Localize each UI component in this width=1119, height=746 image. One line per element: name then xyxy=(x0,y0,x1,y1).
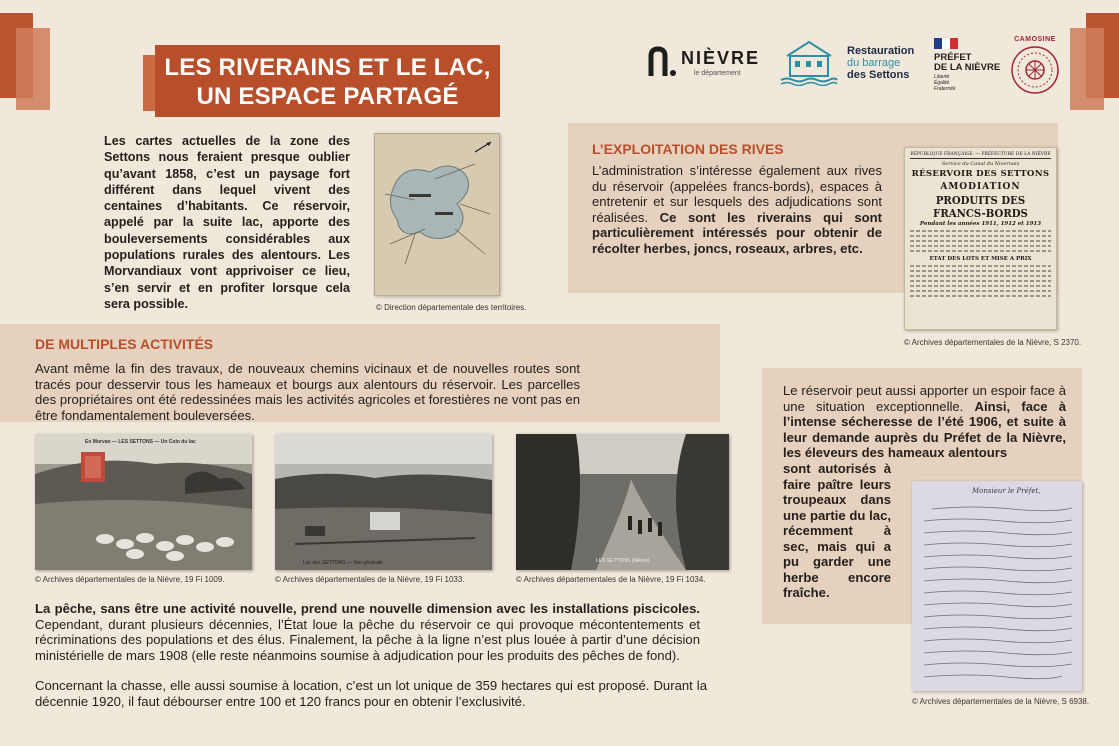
photo3-caption: LES SETTONS (Nièvre) xyxy=(596,558,650,564)
activites-paragraph: Avant même la fin des travaux, de nouveaux chemins vicinaux et de nouvelles routes sont tracés pour desservir tous les hameaux et bourgs aux alentours du réservoir. Les parcelles des propriétaires ont été redessinées mais les activités agricoles et forestières ne vont pas en être fondamentalement bouleversées. xyxy=(35,361,580,423)
peche-text-regular: Cependant, durant plusieurs décennies, l’État loue la pêche du réservoir ce qui provoque mécontentements et récriminations des populations et des élus. Finalement, la pêche à la ligne n’est plus louée à partir d’une décision ministérielle de mars 1908 (elle reste néanmoins soumise à adjudication pour les produits des pêches de fond). xyxy=(35,616,700,663)
exploitation-text-regular: L’administration s’intéresse également aux rives du réservoir (appelées francs-bords), espaces à entretenir et sur lesquels des adjudications sont réalisées. xyxy=(592,163,882,225)
page-title-line2: UN ESPACE PARTAGÉ xyxy=(196,83,459,110)
restauration-line1: Restauration xyxy=(847,45,915,57)
barrage-house-icon xyxy=(779,38,839,86)
restauration-logo xyxy=(779,38,921,88)
prefet-motto1: Liberté xyxy=(934,74,950,80)
intro-paragraph: Les cartes actuelles de la zone des Settons nous feraient presque oublier qu’avant 1858, c’est un paysage fort différent dans lequel vivent des centaines d’habitants. Ce réservoir, appelé par la suite lac, apporte des bouleversements considérables aux populations rurales des alentours. Les Morvandiaux vont apprivoiser ce lieu, s’en servir et en profiter lorsque cela sera possible. xyxy=(104,134,350,311)
camosine-name: CAMOSINE xyxy=(1014,36,1056,43)
nievre-logo-sub: le département xyxy=(694,70,741,77)
prefet-line2: DE LA NIÈVRE xyxy=(934,62,1001,73)
postcard-photo-forest-road xyxy=(516,434,729,570)
peche-text-bold: La pêche, sans être une activité nouvelle, prend une nouvelle dimension avec les installations piscicoles. xyxy=(35,601,700,616)
poster-etat: ETAT DES LOTS ET MISE A PRIX xyxy=(929,256,1032,262)
exploitation-title: L’EXPLOITATION DES RIVES xyxy=(592,141,784,157)
chasse-paragraph: Concernant la chasse, elle aussi soumise à location, c’est un lot unique de 359 hectares qui est proposé. Durant la décennie 1920, il faut débourser entre 100 et 120 francs pour en obtenir l’exclusivité. xyxy=(35,678,707,709)
handwritten-letter-image xyxy=(912,481,1082,691)
photo3-credit: © Archives départementales de la Nièvre, 19 Fi 1034. xyxy=(516,575,706,584)
nievre-logo-name: NIÈVRE xyxy=(681,48,761,68)
poster-produits: PRODUITS DES FRANCS-BORDS xyxy=(933,194,1028,220)
photo2-credit: © Archives départementales de la Nièvre, 19 Fi 1033. xyxy=(275,575,465,584)
map-credit: © Direction départementale des territoires. xyxy=(376,303,527,312)
photo2-caption: Lac des SETTONS — Vue générale xyxy=(303,560,383,566)
prefet-logo xyxy=(934,38,1006,94)
photo1-credit: © Archives départementales de la Nièvre, 19 Fi 1009. xyxy=(35,575,225,584)
prefet-line1: PRÉFET xyxy=(934,52,972,63)
poster-header: RÉPUBLIQUE FRANÇAISE. — PRÉFECTURE DE LA NIÈVRE xyxy=(910,152,1051,157)
nievre-mark-icon xyxy=(648,46,678,78)
letter-credit: © Archives départementales de la Nièvre, S 6938. xyxy=(912,697,1090,706)
restauration-line2: du barrage xyxy=(847,57,901,69)
amodiation-poster-image xyxy=(904,147,1057,330)
secheresse-text-regular: Le réservoir peut aussi apporter un espoir face à une situation exceptionnelle. xyxy=(783,383,1066,414)
peche-paragraph xyxy=(35,601,700,663)
postcard-photo-sheep xyxy=(35,434,252,570)
corner-decoration-right xyxy=(1060,0,1119,110)
camosine-seal-icon xyxy=(1010,45,1060,95)
page-title-line1: LES RIVERAINS ET LE LAC, xyxy=(164,54,491,81)
restauration-line3: des Settons xyxy=(847,69,910,81)
poster-pendant: Pendant les années 1911, 1912 et 1913 xyxy=(919,221,1042,227)
prefet-motto3: Fraternité xyxy=(934,86,956,92)
letter-salutation: Monsieur le Préfet, xyxy=(972,487,1041,495)
poster-reservoir: RÉSERVOIR DES SETTONS xyxy=(911,169,1050,179)
poster-credit: © Archives départementales de la Nièvre, S 2370. xyxy=(904,338,1082,347)
exploitation-paragraph xyxy=(592,163,882,256)
photo1-caption: En Morvan — LES SETTONS — Un Coin du lac xyxy=(85,439,196,445)
poster-amodiation: AMODIATION xyxy=(940,182,1021,192)
corner-decoration-left xyxy=(0,0,60,110)
camosine-logo xyxy=(1007,36,1063,94)
postcard-photo-lake-view xyxy=(275,434,492,570)
secheresse-paragraph-top xyxy=(783,383,1066,461)
exploitation-text-bold: Ce sont les riverains qui sont particulièrement intéressés pour obtenir de récolter herbes, joncs, roseaux, arbres, etc. xyxy=(592,209,883,256)
secheresse-text-bold1: Ainsi, face à l’intense sécheresse de l’été 1906, et suite à leur demande auprès du Préfet de la Nièvre, les éleveurs des hameaux alentours xyxy=(783,398,1067,460)
page-title xyxy=(155,45,500,117)
secheresse-paragraph-side: sont autorisés à faire paître leurs troupeaux dans une partie du lac, récemment à sec, mais qui a pu garder une herbe encore fraîche. xyxy=(783,461,891,600)
french-flag-icon xyxy=(934,38,958,49)
nievre-logo xyxy=(648,44,760,80)
activites-title: DE MULTIPLES ACTIVITÉS xyxy=(35,336,214,352)
prefet-motto2: Égalité xyxy=(934,80,950,86)
poster-service: Service du Canal du Nivernais xyxy=(941,161,1020,167)
settons-map-image xyxy=(374,133,500,296)
